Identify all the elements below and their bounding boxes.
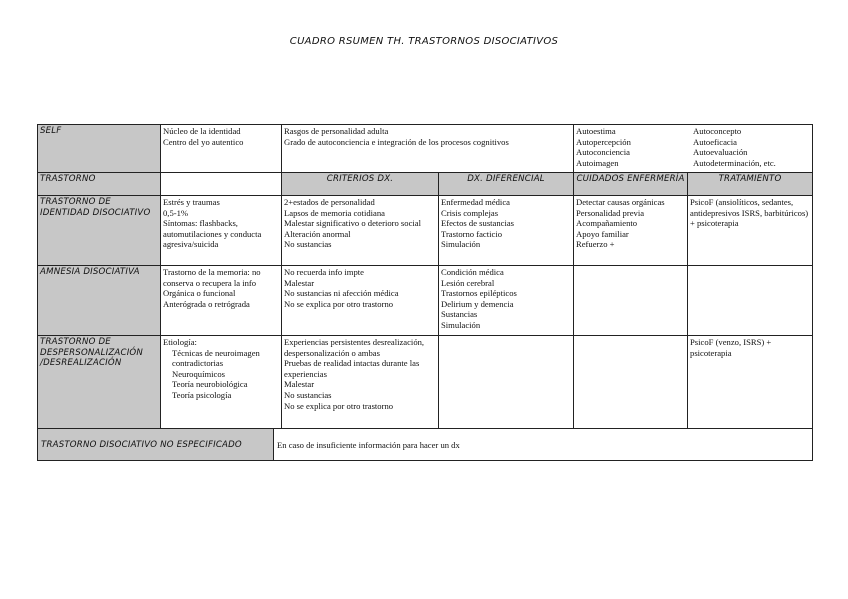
self-comp-item: Autoeficacia (693, 136, 737, 147)
row-label: TRASTORNO DE DESPERSONALIZACIÓN /DESREALIZACIÓN (38, 336, 161, 429)
row-description (161, 266, 282, 336)
footer-label: TRASTORNO DISOCIATIVO NO ESPECIFICADO (38, 429, 274, 461)
self-comp-item: Autoevaluación (693, 147, 748, 158)
cell-line: Neuroquímicos (172, 368, 225, 379)
row-tratamiento (688, 266, 813, 336)
cell-line: No se explica por otro trastorno (284, 298, 394, 309)
row-criterios (282, 266, 439, 336)
row-diferencial (439, 266, 574, 336)
cell-line: Detectar causas orgánicas (576, 197, 665, 207)
self-def-line: Centro del yo autentico (163, 136, 244, 147)
row-label: TRASTORNO DE IDENTIDAD DISOCIATIVO (38, 196, 161, 266)
cell-line: Sustancias (441, 309, 478, 320)
self-definition (161, 125, 282, 173)
row-cuidados (574, 196, 688, 266)
header-tratamiento: TRATAMIENTO (688, 173, 813, 196)
row-diferencial (439, 336, 574, 429)
self-components (574, 125, 813, 173)
footer-text: En caso de insuficiente información para hacer un dx (274, 429, 813, 461)
row-diferencial (439, 196, 574, 266)
cell-line: Apoyo familiar (576, 228, 629, 239)
cell-line: Síntomas: flashbacks, automutilaciones y conducta agresiva/suicida (163, 218, 262, 250)
header-trastorno: TRASTORNO (38, 173, 161, 196)
cell-line: Malestar significativo o deterioro social (284, 218, 421, 229)
cell-line: Experiencias persistentes desrealización, despersonalización o ambas (284, 337, 425, 358)
self-comp-item: Autoconcepto (693, 126, 742, 136)
cell-line: No sustancias ni afección médica (284, 288, 399, 299)
cell-line: Etiología: (163, 337, 197, 347)
summary-table (37, 124, 813, 429)
header-diferencial: DX. DIFERENCIAL (439, 173, 574, 196)
table-row (38, 266, 813, 336)
footer-row (38, 429, 813, 461)
row-description (161, 196, 282, 266)
cell-line: Orgánica o funcional (163, 288, 236, 299)
header-cuidados: CUIDADOS ENFERMERÍA (574, 173, 688, 196)
header-row (38, 173, 813, 196)
row-criterios (282, 336, 439, 429)
cell-line: Malestar (284, 277, 315, 288)
self-desc-line: Grado de autoconciencia e integración de los procesos cognitivos (284, 136, 509, 147)
cell-line: Lapsos de memoria cotidiana (284, 207, 385, 218)
cell-line: Técnicas de neuroimagen contradictorias (172, 347, 260, 369)
cell-line: Simulación (441, 319, 481, 330)
cell-line: Trastornos epilépticos (441, 288, 517, 299)
cell-line: Delirium y demencia (441, 298, 514, 309)
row-tratamiento (688, 196, 813, 266)
cell-line: Refuerzo + (576, 239, 615, 250)
cell-line: Condición médica (441, 267, 504, 277)
cell-line: Efectos de sustancias (441, 218, 515, 229)
self-def-line: Núcleo de la identidad (163, 126, 241, 136)
cell-line: 2+estados de personalidad (284, 197, 375, 207)
cell-line: No recuerda info impte (284, 267, 364, 277)
self-comp-item: Autoconciencia (576, 147, 630, 158)
self-comp-item: Autopercepción (576, 136, 631, 147)
cell-line: Alteración anormal (284, 228, 351, 239)
cell-line: Teoría psicología (172, 389, 232, 400)
self-description (282, 125, 574, 173)
header-empty (161, 173, 282, 196)
cell-line: Trastorno facticio (441, 228, 503, 239)
cell-line: No sustancias (284, 389, 332, 400)
row-cuidados (574, 266, 688, 336)
page-title: CUADRO RSUMEN TH. TRASTORNOS DISOCIATIVOS (289, 36, 559, 47)
cell-line: Malestar (284, 379, 315, 390)
row-label: AMNESIA DISOCIATIVA (38, 266, 161, 336)
cell-line: Crisis complejas (441, 207, 499, 218)
cell-line: Pruebas de realidad intactas durante las experiencias (284, 358, 420, 379)
footer-table (37, 428, 813, 461)
cell-line: PsicoF (venzo, ISRS) + psicoterapia (690, 337, 772, 358)
cell-line: Acompañamiento (576, 218, 638, 229)
table-row (38, 336, 813, 429)
self-desc-line: Rasgos de personalidad adulta (284, 126, 389, 136)
self-label: SELF (38, 125, 161, 173)
row-description (161, 336, 282, 429)
self-comp-item: Autodeterminación, etc. (693, 157, 776, 168)
self-comp-item: Autoimagen (576, 157, 619, 168)
cell-line: No sustancias (284, 239, 332, 250)
row-criterios (282, 196, 439, 266)
self-row (38, 125, 813, 173)
cell-line: Personalidad previa (576, 207, 645, 218)
cell-line: Teoría neurobiológica (172, 379, 248, 390)
row-tratamiento (688, 336, 813, 429)
cell-line: Simulación (441, 239, 481, 250)
cell-line: Anterógrada o retrógrada (163, 298, 250, 309)
header-criterios: CRITERIOS DX. (282, 173, 439, 196)
self-comp-item: Autoestima (576, 126, 616, 136)
cell-line: PsicoF (ansiolíticos, sedantes, antidepresivos ISRS, barbitúricos) + psicoterapia (690, 197, 809, 229)
cell-line: Trastorno de la memoria: no conserva o recupera la info (163, 267, 261, 288)
cell-line: Estrés y traumas (163, 197, 220, 207)
table-row (38, 196, 813, 266)
cell-line: 0,5-1% (163, 207, 189, 218)
cell-line: Lesión cerebral (441, 277, 495, 288)
cell-line: Enfermedad médica (441, 197, 510, 207)
cell-line: No se explica por otro trastorno (284, 400, 394, 411)
row-cuidados (574, 336, 688, 429)
